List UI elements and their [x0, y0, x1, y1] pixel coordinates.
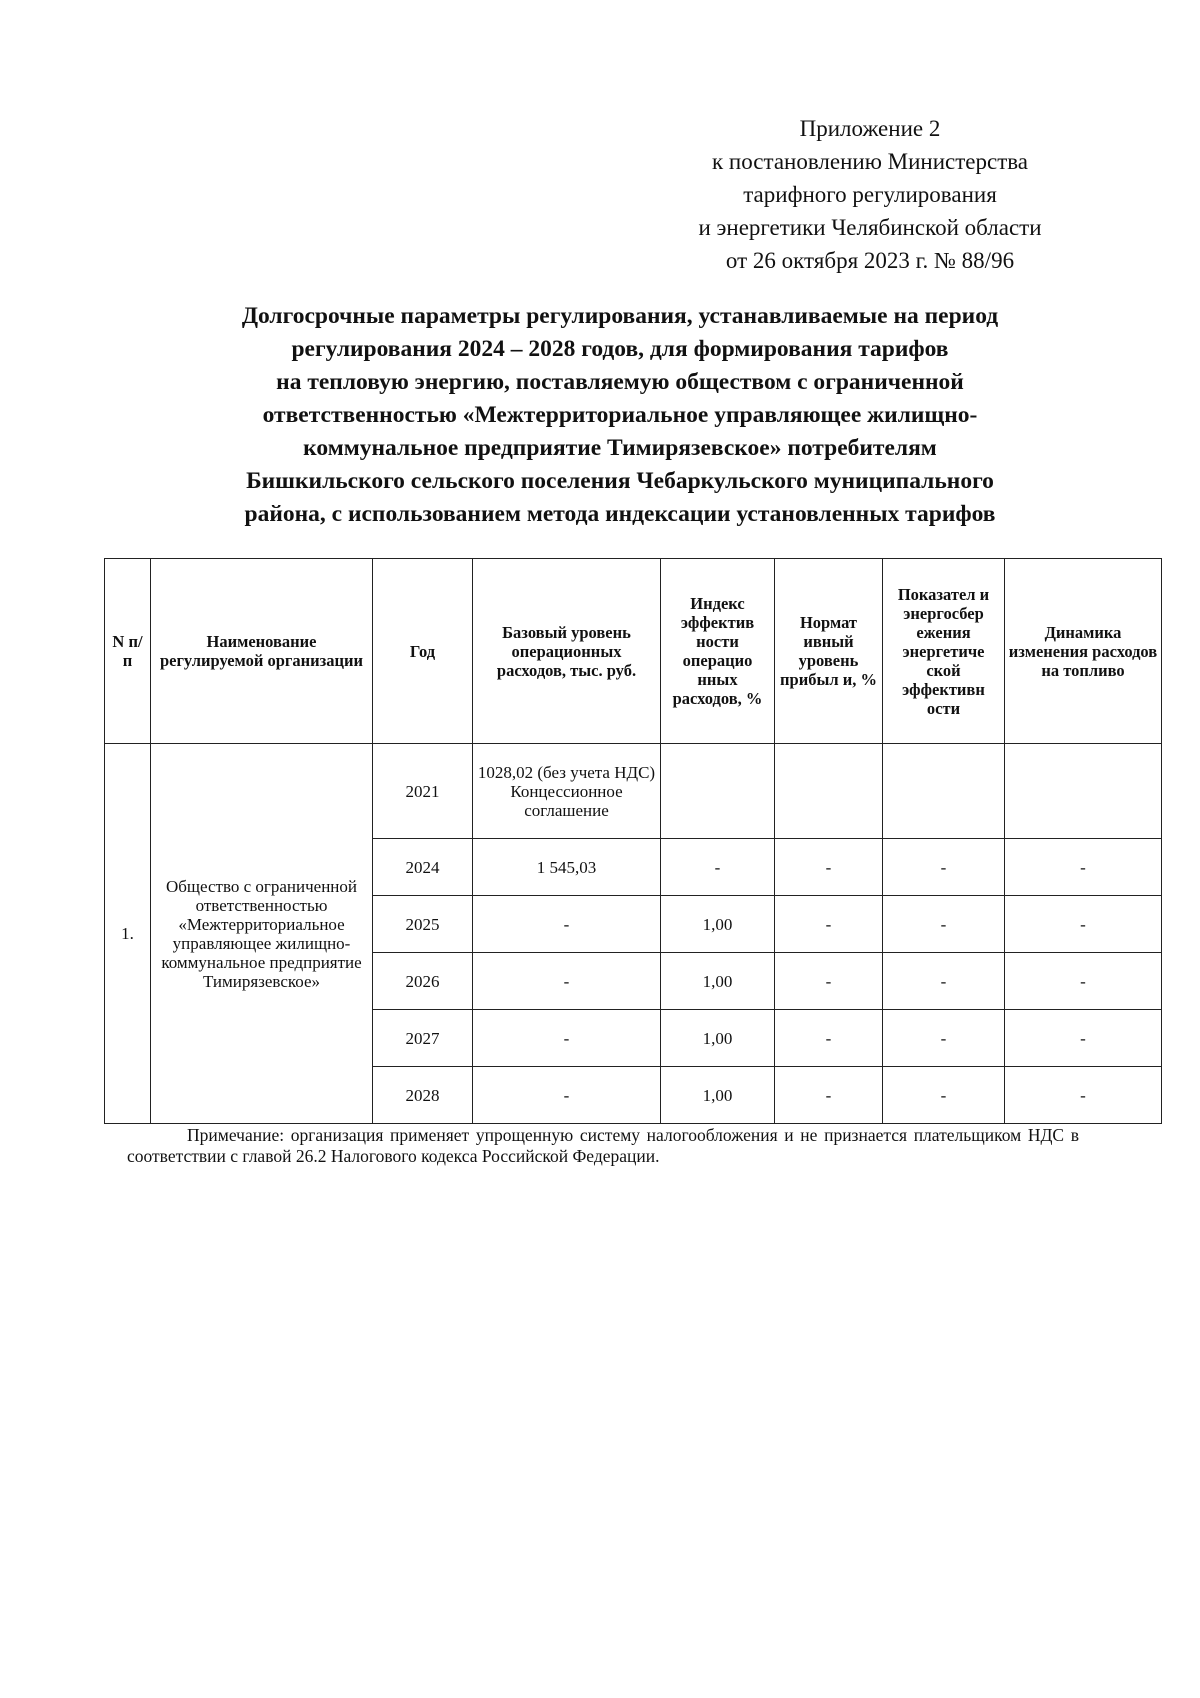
cell-year: 2024	[373, 839, 473, 896]
cell-energy-saving: -	[883, 1067, 1005, 1124]
cell-base-level: -	[473, 953, 661, 1010]
cell-efficiency-index: 1,00	[661, 896, 775, 953]
cell-base-level: -	[473, 1010, 661, 1067]
cell-energy-saving: -	[883, 896, 1005, 953]
table-header-row	[105, 559, 1162, 744]
cell-fuel-dynamics: -	[1005, 953, 1162, 1010]
cell-profit-level: -	[775, 953, 883, 1010]
cell-efficiency-index: 1,00	[661, 1067, 775, 1124]
cell-fuel-dynamics: -	[1005, 896, 1162, 953]
header-profit-level: Нормат ивный уровень прибыл и, %	[775, 559, 883, 744]
cell-energy-saving	[883, 744, 1005, 839]
cell-efficiency-index: 1,00	[661, 953, 775, 1010]
cell-fuel-dynamics: -	[1005, 839, 1162, 896]
header-fuel-dynamics: Динамика изменения расходов на топливо	[1005, 559, 1162, 744]
cell-profit-level: -	[775, 1067, 883, 1124]
row-number: 1.	[105, 744, 151, 1124]
header-year: Год	[373, 559, 473, 744]
cell-profit-level: -	[775, 896, 883, 953]
header-energy-saving: Показател и энергосбер ежения энергетиче ской эффективн ости	[883, 559, 1005, 744]
cell-year: 2025	[373, 896, 473, 953]
regulation-parameters-table	[104, 558, 1162, 1124]
cell-efficiency-index	[661, 744, 775, 839]
document-title	[150, 300, 1090, 531]
cell-base-level: -	[473, 1067, 661, 1124]
appendix-line: от 26 октября 2023 г. № 88/96	[725, 248, 1015, 273]
title-line: Бишкильского сельского поселения Чебаркульского муниципального	[246, 468, 994, 494]
cell-profit-level: -	[775, 839, 883, 896]
cell-efficiency-index: -	[661, 839, 775, 896]
cell-efficiency-index: 1,00	[661, 1010, 775, 1067]
footnote: Примечание: организация применяет упрощенную систему налогообложения и не признается плательщиком НДС в соответствии с главой 26.2 Налогового кодекса Российской Федерации.	[127, 1125, 1079, 1166]
appendix-header	[660, 112, 1080, 277]
table-row	[105, 744, 1162, 839]
appendix-line: Приложение 2	[799, 116, 941, 141]
cell-year: 2027	[373, 1010, 473, 1067]
title-line: района, с использованием метода индексации установленных тарифов	[244, 501, 996, 527]
header-efficiency-index: Индекс эффектив ности операцио нных расходов, %	[661, 559, 775, 744]
header-org: Наименование регулируемой организации	[151, 559, 373, 744]
cell-base-level: 1028,02 (без учета НДС) Концессионное соглашение	[473, 744, 661, 839]
cell-year: 2028	[373, 1067, 473, 1124]
cell-energy-saving: -	[883, 1010, 1005, 1067]
cell-profit-level	[775, 744, 883, 839]
cell-year: 2021	[373, 744, 473, 839]
cell-base-level: -	[473, 896, 661, 953]
cell-energy-saving: -	[883, 839, 1005, 896]
organization-name: Общество с ограниченной ответственностью «Межтерриториальное управляющее жилищно-коммунальное предприятие Тимирязевское»	[151, 744, 373, 1124]
cell-energy-saving: -	[883, 953, 1005, 1010]
title-line: регулирования 2024 – 2028 годов, для формирования тарифов	[291, 336, 949, 362]
cell-base-level: 1 545,03	[473, 839, 661, 896]
cell-fuel-dynamics: -	[1005, 1067, 1162, 1124]
cell-fuel-dynamics	[1005, 744, 1162, 839]
cell-fuel-dynamics: -	[1005, 1010, 1162, 1067]
header-base-level: Базовый уровень операционных расходов, тыс. руб.	[473, 559, 661, 744]
header-num: N п/ п	[105, 559, 151, 744]
appendix-line: к постановлению Министерства	[711, 149, 1029, 174]
title-line: на тепловую энергию, поставляемую обществом с ограниченной	[276, 369, 964, 395]
title-line: коммунальное предприятие Тимирязевское» потребителям	[303, 435, 937, 461]
title-line: ответственностью «Межтерриториальное управляющее жилищно-	[262, 402, 978, 428]
cell-year: 2026	[373, 953, 473, 1010]
cell-profit-level: -	[775, 1010, 883, 1067]
appendix-line: тарифного регулирования	[743, 182, 997, 207]
title-line: Долгосрочные параметры регулирования, устанавливаемые на период	[241, 303, 999, 329]
appendix-line: и энергетики Челябинской области	[698, 215, 1042, 240]
